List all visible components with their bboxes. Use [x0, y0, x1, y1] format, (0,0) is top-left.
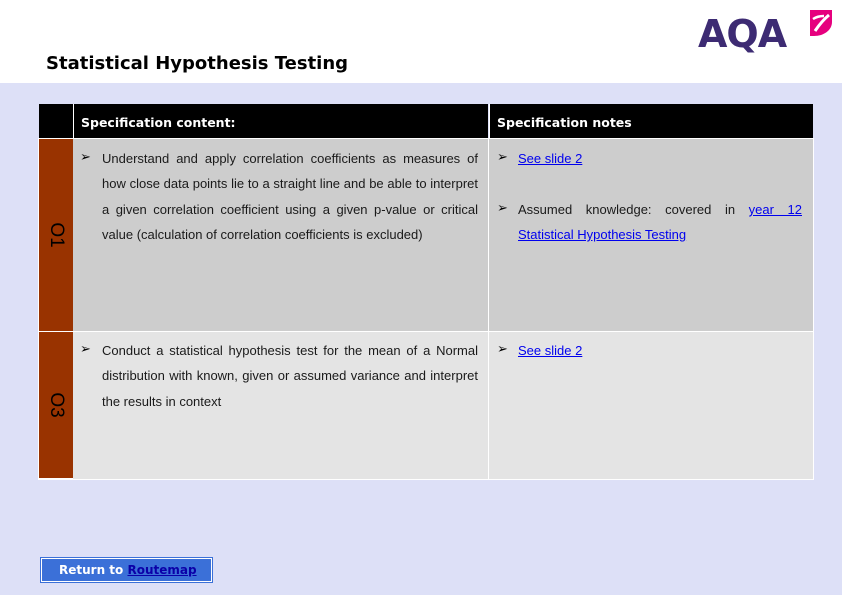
column-divider [488, 139, 489, 479]
see-slide-link[interactable]: See slide 2 [518, 151, 583, 166]
arrow-bullet-icon: ➢ [80, 150, 91, 165]
spec-content-heading: Specification content: [81, 115, 236, 130]
assumed-knowledge-text: Assumed knowledge: covered in [518, 202, 749, 217]
logo-text: AQA [698, 12, 787, 56]
return-prefix: Return to [59, 563, 124, 577]
arrow-bullet-icon: ➢ [497, 150, 508, 165]
routemap-link[interactable]: Routemap [127, 563, 197, 577]
arrow-bullet-icon: ➢ [80, 342, 91, 357]
row-code-cell [39, 332, 73, 479]
year12-topic-link[interactable]: year 12 Statistical Hypothesis Testing [518, 202, 802, 243]
arrow-bullet-icon: ➢ [497, 201, 508, 216]
header-content-cell [73, 104, 488, 138]
spec-content-text: Understand and apply correlation coefficients as measures of how close data points lie to a straight line and be able to interpret a given correlation coefficient using a given p-value or critical value (calculation of correlation coefficients is excluded) [102, 151, 478, 242]
page-title: Statistical Hypothesis Testing [46, 53, 349, 74]
arrow-bullet-icon: ➢ [497, 342, 508, 357]
row-divider [39, 331, 813, 332]
aqa-logo [698, 6, 834, 56]
row-code-label: O3 [46, 392, 67, 418]
spec-content-text: Conduct a statistical hypothesis test for the mean of a Normal distribution with known, given or assumed variance and interpret the results in context [102, 343, 478, 409]
header-notes-cell [489, 104, 813, 138]
header-side-cell [39, 104, 73, 138]
see-slide-link[interactable]: See slide 2 [518, 343, 583, 358]
spec-notes-heading: Specification notes [497, 115, 632, 130]
row-code-label: O1 [46, 222, 67, 248]
logo-mark-icon [804, 8, 832, 38]
return-to-routemap-button[interactable] [41, 558, 212, 582]
header-bar [0, 0, 842, 83]
assumed-knowledge-note [518, 197, 802, 248]
row-code-cell [39, 139, 73, 332]
return-button-label [59, 563, 197, 577]
